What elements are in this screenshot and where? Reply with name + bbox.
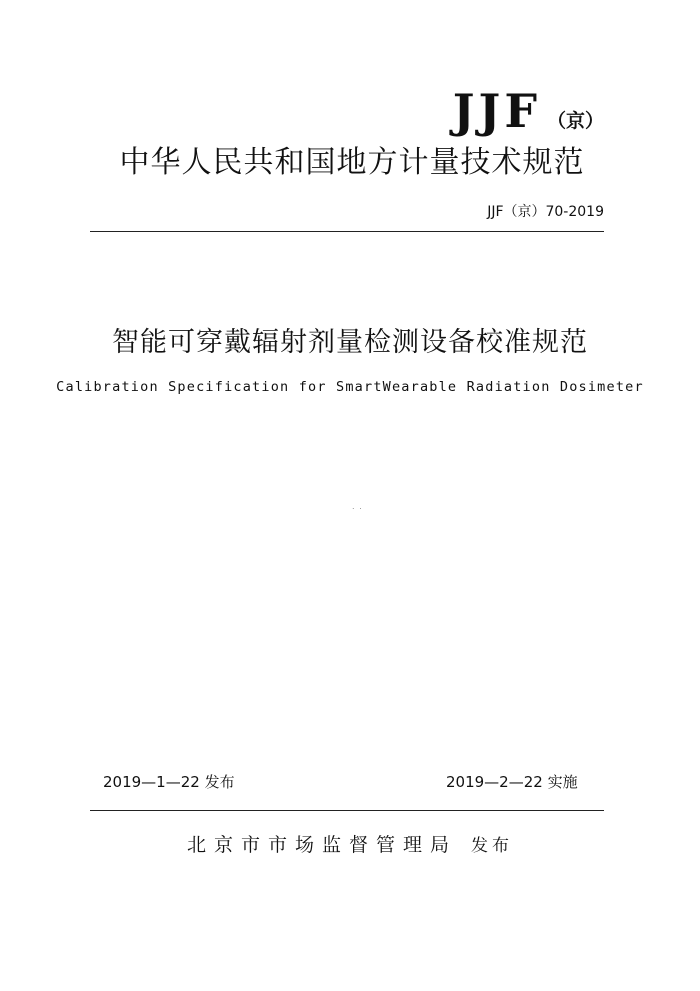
agency-title: 中华人民共和国地方计量技术规范 <box>119 145 585 180</box>
document-title: 智能可穿戴辐射剂量检测设备校准规范 <box>112 327 588 358</box>
jjf-logo: JJF <box>452 84 541 138</box>
issue-date: 2019—1—22 发布 <box>103 773 235 791</box>
top-divider <box>90 231 604 232</box>
standard-logo <box>452 84 604 138</box>
document-title-english: Calibration Specification for SmartWearable Radiation Dosimeter <box>56 379 644 395</box>
implementation-date: 2019—2—22 实施 <box>446 773 578 791</box>
standard-code: JJF（京）70-2019 <box>487 204 604 220</box>
bottom-divider <box>90 810 604 811</box>
publisher-name: 北京市市场监督管理局 <box>186 834 457 856</box>
logo-region: （京） <box>546 110 604 132</box>
publisher-line <box>0 836 700 855</box>
publisher-verb: 发布 <box>471 836 513 856</box>
stray-dots: . . <box>352 502 363 511</box>
